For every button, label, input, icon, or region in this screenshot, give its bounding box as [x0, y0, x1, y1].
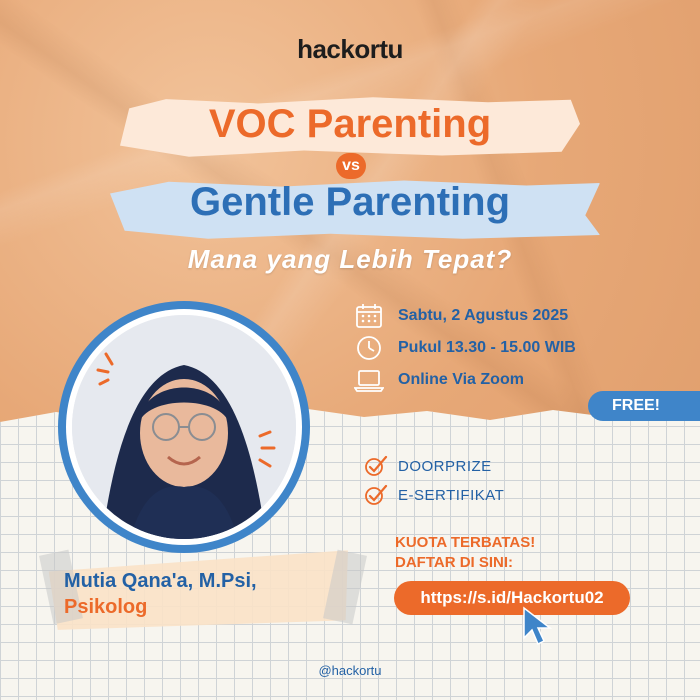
clock-icon — [354, 335, 384, 361]
brand-logo-text: hackortu — [297, 34, 403, 64]
event-date-row — [354, 303, 568, 329]
checkmark-icon — [364, 455, 388, 477]
calendar-icon — [354, 303, 384, 329]
social-handle: @hackortu — [318, 663, 382, 678]
cursor-icon — [520, 606, 560, 648]
title-voc-parenting: VOC Parenting — [208, 102, 492, 146]
speaker-info — [64, 568, 257, 620]
title-gentle-parenting: Gentle Parenting — [189, 180, 511, 224]
vs-badge: vs — [336, 153, 366, 179]
speaker-name: Mutia Qana'a, M.Psi, — [64, 570, 257, 592]
checkmark-icon — [364, 484, 388, 506]
benefit-item — [364, 455, 492, 477]
benefit-item — [364, 484, 504, 506]
free-badge: FREE! — [588, 391, 700, 421]
subtitle: Mana yang Lebih Tepat? — [187, 244, 513, 274]
speaker-photo-frame — [58, 301, 310, 553]
event-time-row — [354, 335, 576, 361]
event-location-row — [354, 367, 524, 393]
event-location: Online Via Zoom — [398, 371, 524, 388]
registration-link-button[interactable]: https://s.id/Hackortu02 — [394, 581, 630, 615]
event-time: Pukul 13.30 - 15.00 WIB — [398, 339, 576, 356]
accent-strokes-right — [256, 430, 296, 470]
registration-note — [395, 533, 535, 573]
daftar-di-sini: DAFTAR DI SINI: — [395, 554, 514, 571]
speaker-role: Psikolog — [64, 596, 148, 618]
brand-logo — [0, 34, 700, 65]
event-date: Sabtu, 2 Agustus 2025 — [398, 307, 569, 324]
benefit-doorprize: DOORPRIZE — [398, 457, 492, 475]
speaker-portrait — [72, 315, 296, 539]
kuota-terbatas: KUOTA TERBATAS! — [395, 534, 536, 551]
benefit-e-sertifikat: E-SERTIFIKAT — [398, 486, 505, 504]
speaker-photo — [72, 315, 296, 539]
accent-strokes-left — [96, 350, 136, 390]
laptop-icon — [354, 367, 384, 393]
